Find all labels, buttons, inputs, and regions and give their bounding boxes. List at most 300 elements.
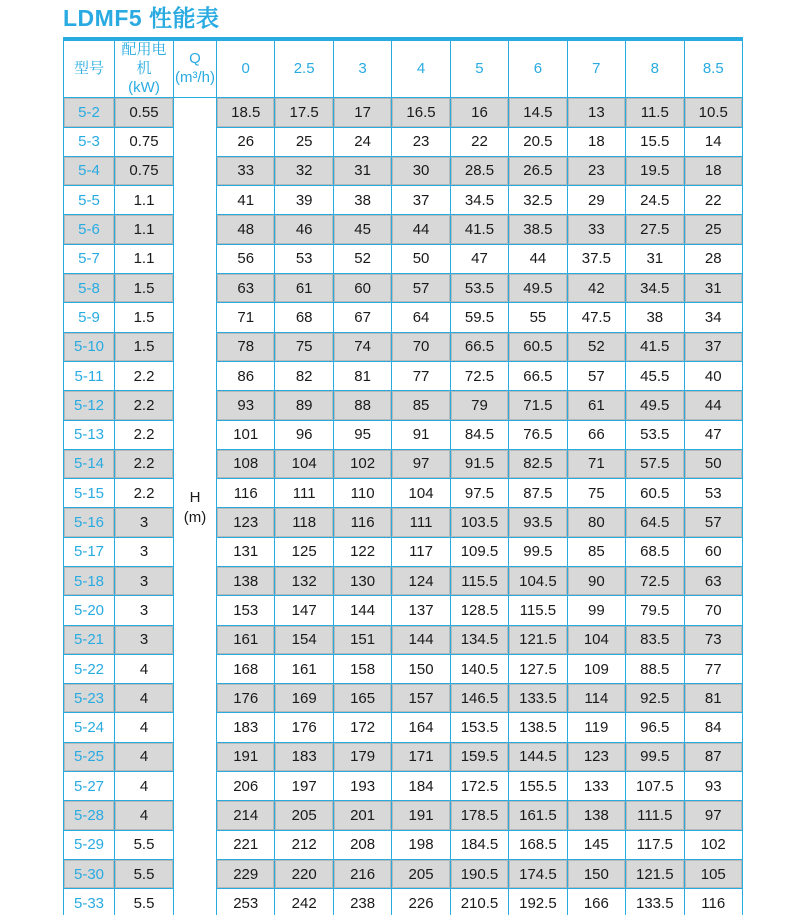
head-value-cell: 17 [333, 98, 391, 127]
motor-kw-cell: 4 [115, 801, 174, 830]
head-value-cell: 64.5 [626, 508, 684, 537]
head-value-cell: 45.5 [626, 361, 684, 390]
head-value-cell: 34.5 [450, 186, 508, 215]
head-value-cell: 238 [333, 889, 391, 915]
head-value-cell: 176 [275, 713, 333, 742]
head-value-cell: 37 [684, 332, 743, 361]
head-value-cell: 74 [333, 332, 391, 361]
head-value-cell: 53.5 [626, 420, 684, 449]
head-value-cell: 138 [567, 801, 625, 830]
col-header-flow-unit [174, 39, 217, 98]
motor-kw-cell: 3 [115, 596, 174, 625]
head-value-cell: 104.5 [509, 567, 567, 596]
col-header-flow-4: 5 [450, 39, 508, 98]
motor-kw-cell: 2.2 [115, 479, 174, 508]
head-value-cell: 63 [217, 274, 275, 303]
table-row [64, 332, 743, 361]
model-cell: 5-2 [64, 98, 115, 127]
col-header-model: 型号 [64, 39, 115, 98]
model-cell: 5-25 [64, 742, 115, 771]
head-value-cell: 87.5 [509, 479, 567, 508]
model-cell: 5-13 [64, 420, 115, 449]
head-value-cell: 57.5 [626, 449, 684, 478]
page-title: LDMF5 性能表 [63, 5, 220, 31]
head-value-cell: 16.5 [392, 98, 450, 127]
head-value-cell: 24 [333, 127, 391, 156]
table-row [64, 508, 743, 537]
table-row [64, 801, 743, 830]
head-value-cell: 15.5 [626, 127, 684, 156]
table-row [64, 537, 743, 566]
table-row [64, 830, 743, 859]
head-value-cell: 33 [217, 156, 275, 185]
table-row [64, 596, 743, 625]
motor-kw-cell: 0.75 [115, 156, 174, 185]
table-row [64, 625, 743, 654]
head-value-cell: 10.5 [684, 98, 743, 127]
head-value-cell: 138 [217, 567, 275, 596]
head-value-cell: 57 [684, 508, 743, 537]
head-value-cell: 82.5 [509, 449, 567, 478]
head-value-cell: 53 [684, 479, 743, 508]
head-value-cell: 57 [567, 361, 625, 390]
head-value-cell: 26.5 [509, 156, 567, 185]
head-value-cell: 34.5 [626, 274, 684, 303]
head-value-cell: 41.5 [450, 215, 508, 244]
head-value-cell: 161 [275, 654, 333, 683]
model-cell: 5-24 [64, 713, 115, 742]
model-cell: 5-33 [64, 889, 115, 915]
model-cell: 5-16 [64, 508, 115, 537]
head-value-cell: 50 [684, 449, 743, 478]
head-value-cell: 71 [217, 303, 275, 332]
head-value-cell: 70 [392, 332, 450, 361]
head-value-cell: 133.5 [626, 889, 684, 915]
head-value-cell: 146.5 [450, 684, 508, 713]
head-value-cell: 102 [684, 830, 743, 859]
head-value-cell: 147 [275, 596, 333, 625]
motor-kw-cell: 4 [115, 684, 174, 713]
performance-table [63, 37, 743, 915]
table-row [64, 567, 743, 596]
head-value-cell: 138.5 [509, 713, 567, 742]
head-value-cell: 50 [392, 244, 450, 273]
motor-kw-cell: 1.5 [115, 332, 174, 361]
head-value-cell: 90 [567, 567, 625, 596]
model-cell: 5-28 [64, 801, 115, 830]
table-row [64, 391, 743, 420]
head-value-cell: 166 [567, 889, 625, 915]
table-row [64, 859, 743, 888]
motor-kw-cell: 0.75 [115, 127, 174, 156]
head-value-cell: 119 [567, 713, 625, 742]
head-value-cell: 197 [275, 772, 333, 801]
head-value-cell: 88.5 [626, 654, 684, 683]
head-value-cell: 105 [684, 859, 743, 888]
head-value-cell: 115.5 [450, 567, 508, 596]
col-header-flow-5: 6 [509, 39, 567, 98]
head-value-cell: 30 [392, 156, 450, 185]
head-value-cell: 161.5 [509, 801, 567, 830]
head-value-cell: 28 [684, 244, 743, 273]
head-value-cell: 155.5 [509, 772, 567, 801]
motor-kw-cell: 5.5 [115, 830, 174, 859]
head-value-cell: 70 [684, 596, 743, 625]
head-value-cell: 157 [392, 684, 450, 713]
head-value-cell: 39 [275, 186, 333, 215]
table-row [64, 244, 743, 273]
head-value-cell: 242 [275, 889, 333, 915]
table-row [64, 713, 743, 742]
model-cell: 5-3 [64, 127, 115, 156]
head-value-cell: 99.5 [509, 537, 567, 566]
head-value-cell: 140.5 [450, 654, 508, 683]
head-value-cell: 89 [275, 391, 333, 420]
table-row [64, 772, 743, 801]
head-value-cell: 47 [450, 244, 508, 273]
motor-kw-cell: 1.1 [115, 186, 174, 215]
head-value-cell: 72.5 [626, 567, 684, 596]
model-cell: 5-22 [64, 654, 115, 683]
head-value-cell: 121.5 [509, 625, 567, 654]
head-value-cell: 57 [392, 274, 450, 303]
col-header-flow-7: 8 [626, 39, 684, 98]
head-value-cell: 63 [684, 567, 743, 596]
head-value-cell: 99 [567, 596, 625, 625]
model-cell: 5-18 [64, 567, 115, 596]
head-value-cell: 110 [333, 479, 391, 508]
head-value-cell: 42 [567, 274, 625, 303]
head-value-cell: 13 [567, 98, 625, 127]
head-value-cell: 101 [217, 420, 275, 449]
head-value-cell: 111 [392, 508, 450, 537]
motor-kw-cell: 5.5 [115, 889, 174, 915]
head-value-cell: 85 [567, 537, 625, 566]
motor-kw-cell: 1.1 [115, 215, 174, 244]
head-value-cell: 172.5 [450, 772, 508, 801]
motor-kw-cell: 2.2 [115, 420, 174, 449]
head-value-cell: 161 [217, 625, 275, 654]
head-value-cell: 183 [275, 742, 333, 771]
head-value-cell: 87 [684, 742, 743, 771]
col-header-flow-8: 8.5 [684, 39, 743, 98]
head-value-cell: 118 [275, 508, 333, 537]
head-value-cell: 116 [217, 479, 275, 508]
head-value-cell: 81 [333, 361, 391, 390]
col-header-flow-1: 2.5 [275, 39, 333, 98]
head-value-cell: 41 [217, 186, 275, 215]
head-value-cell: 75 [567, 479, 625, 508]
model-cell: 5-9 [64, 303, 115, 332]
head-value-cell: 144 [333, 596, 391, 625]
head-value-cell: 111.5 [626, 801, 684, 830]
model-cell: 5-11 [64, 361, 115, 390]
head-value-cell: 19.5 [626, 156, 684, 185]
head-value-cell: 154 [275, 625, 333, 654]
head-value-cell: 104 [392, 479, 450, 508]
head-value-cell: 52 [333, 244, 391, 273]
head-value-cell: 68.5 [626, 537, 684, 566]
head-value-cell: 114 [567, 684, 625, 713]
table-row [64, 684, 743, 713]
head-value-cell: 128.5 [450, 596, 508, 625]
head-value-cell: 14 [684, 127, 743, 156]
head-value-cell: 67 [333, 303, 391, 332]
head-value-cell: 47.5 [567, 303, 625, 332]
head-value-cell: 191 [392, 801, 450, 830]
head-value-cell: 80 [567, 508, 625, 537]
head-value-cell: 96.5 [626, 713, 684, 742]
table-row [64, 479, 743, 508]
head-value-cell: 11.5 [626, 98, 684, 127]
head-value-cell: 31 [333, 156, 391, 185]
model-cell: 5-17 [64, 537, 115, 566]
table-row [64, 654, 743, 683]
head-value-cell: 71.5 [509, 391, 567, 420]
head-value-cell: 28.5 [450, 156, 508, 185]
head-value-cell: 205 [392, 859, 450, 888]
head-value-cell: 176 [217, 684, 275, 713]
head-value-cell: 91.5 [450, 449, 508, 478]
motor-kw-cell: 4 [115, 654, 174, 683]
head-value-cell: 55 [509, 303, 567, 332]
head-value-cell: 104 [275, 449, 333, 478]
head-value-cell: 77 [684, 654, 743, 683]
head-value-cell: 99.5 [626, 742, 684, 771]
head-value-cell: 168 [217, 654, 275, 683]
head-value-cell: 205 [275, 801, 333, 830]
model-cell: 5-8 [64, 274, 115, 303]
head-value-cell: 31 [626, 244, 684, 273]
head-value-cell: 221 [217, 830, 275, 859]
head-value-cell: 109.5 [450, 537, 508, 566]
head-value-cell: 93 [684, 772, 743, 801]
model-cell: 5-10 [64, 332, 115, 361]
head-value-cell: 123 [217, 508, 275, 537]
head-value-cell: 158 [333, 654, 391, 683]
head-value-cell: 41.5 [626, 332, 684, 361]
head-value-cell: 44 [509, 244, 567, 273]
head-value-cell: 32.5 [509, 186, 567, 215]
head-value-cell: 201 [333, 801, 391, 830]
head-value-cell: 109 [567, 654, 625, 683]
head-value-cell: 133.5 [509, 684, 567, 713]
head-value-cell: 145 [567, 830, 625, 859]
model-cell: 5-7 [64, 244, 115, 273]
head-value-cell: 111 [275, 479, 333, 508]
head-value-cell: 165 [333, 684, 391, 713]
motor-header-line1: 配用电机 [121, 41, 167, 77]
head-value-cell: 38.5 [509, 215, 567, 244]
motor-kw-cell: 3 [115, 537, 174, 566]
model-cell: 5-30 [64, 859, 115, 888]
head-value-cell: 97 [392, 449, 450, 478]
table-row [64, 449, 743, 478]
head-value-cell: 127.5 [509, 654, 567, 683]
head-value-cell: 56 [217, 244, 275, 273]
col-header-flow-3: 4 [392, 39, 450, 98]
head-value-cell: 49.5 [509, 274, 567, 303]
motor-kw-cell: 1.5 [115, 274, 174, 303]
head-value-cell: 83.5 [626, 625, 684, 654]
table-row [64, 98, 743, 127]
table-row [64, 742, 743, 771]
head-value-cell: 193 [333, 772, 391, 801]
head-value-cell: 134.5 [450, 625, 508, 654]
head-value-cell: 85 [392, 391, 450, 420]
head-value-cell: 44 [684, 391, 743, 420]
table-row [64, 215, 743, 244]
head-value-cell: 33 [567, 215, 625, 244]
flow-header-line1: Q [189, 50, 201, 68]
head-value-cell: 84.5 [450, 420, 508, 449]
head-value-cell: 107.5 [626, 772, 684, 801]
head-value-cell: 150 [392, 654, 450, 683]
head-value-cell: 81 [684, 684, 743, 713]
head-value-cell: 77 [392, 361, 450, 390]
head-value-cell: 212 [275, 830, 333, 859]
head-value-cell: 92.5 [626, 684, 684, 713]
head-value-cell: 153 [217, 596, 275, 625]
head-value-cell: 183 [217, 713, 275, 742]
head-value-cell: 226 [392, 889, 450, 915]
head-value-cell: 121.5 [626, 859, 684, 888]
head-unit-merged-cell [174, 98, 217, 915]
motor-kw-cell: 2.2 [115, 361, 174, 390]
head-value-cell: 18 [684, 156, 743, 185]
head-value-cell: 29 [567, 186, 625, 215]
head-value-cell: 144 [392, 625, 450, 654]
head-value-cell: 68 [275, 303, 333, 332]
head-value-cell: 26 [217, 127, 275, 156]
model-cell: 5-6 [64, 215, 115, 244]
table-row [64, 889, 743, 915]
head-value-cell: 137 [392, 596, 450, 625]
head-value-cell: 91 [392, 420, 450, 449]
head-value-cell: 116 [684, 889, 743, 915]
head-value-cell: 125 [275, 537, 333, 566]
motor-kw-cell: 2.2 [115, 449, 174, 478]
head-value-cell: 34 [684, 303, 743, 332]
motor-kw-cell: 5.5 [115, 859, 174, 888]
model-cell: 5-12 [64, 391, 115, 420]
head-value-cell: 151 [333, 625, 391, 654]
head-value-cell: 60.5 [509, 332, 567, 361]
head-value-cell: 38 [626, 303, 684, 332]
head-value-cell: 220 [275, 859, 333, 888]
table-body [64, 98, 743, 915]
model-cell: 5-23 [64, 684, 115, 713]
head-value-cell: 37.5 [567, 244, 625, 273]
head-value-cell: 102 [333, 449, 391, 478]
head-value-cell: 37 [392, 186, 450, 215]
head-value-cell: 53 [275, 244, 333, 273]
head-value-cell: 174.5 [509, 859, 567, 888]
head-value-cell: 93.5 [509, 508, 567, 537]
head-value-cell: 32 [275, 156, 333, 185]
head-value-cell: 16 [450, 98, 508, 127]
head-value-cell: 22 [450, 127, 508, 156]
head-value-cell: 61 [567, 391, 625, 420]
head-value-cell: 82 [275, 361, 333, 390]
head-value-cell: 96 [275, 420, 333, 449]
head-value-cell: 18.5 [217, 98, 275, 127]
head-value-cell: 84 [684, 713, 743, 742]
head-value-cell: 66.5 [509, 361, 567, 390]
head-value-cell: 131 [217, 537, 275, 566]
motor-kw-cell: 3 [115, 567, 174, 596]
head-value-cell: 97 [684, 801, 743, 830]
head-value-cell: 214 [217, 801, 275, 830]
head-value-cell: 172 [333, 713, 391, 742]
head-value-cell: 72.5 [450, 361, 508, 390]
head-value-cell: 20.5 [509, 127, 567, 156]
head-value-cell: 179 [333, 742, 391, 771]
head-value-cell: 144.5 [509, 742, 567, 771]
head-value-cell: 27.5 [626, 215, 684, 244]
head-value-cell: 52 [567, 332, 625, 361]
head-value-cell: 76.5 [509, 420, 567, 449]
head-value-cell: 38 [333, 186, 391, 215]
head-value-cell: 198 [392, 830, 450, 859]
head-value-cell: 31 [684, 274, 743, 303]
head-value-cell: 117 [392, 537, 450, 566]
head-value-cell: 53.5 [450, 274, 508, 303]
head-value-cell: 22 [684, 186, 743, 215]
motor-kw-cell: 1.5 [115, 303, 174, 332]
motor-kw-cell: 3 [115, 508, 174, 537]
model-cell: 5-5 [64, 186, 115, 215]
model-cell: 5-15 [64, 479, 115, 508]
motor-kw-cell: 4 [115, 713, 174, 742]
head-value-cell: 210.5 [450, 889, 508, 915]
head-value-cell: 184 [392, 772, 450, 801]
head-value-cell: 191 [217, 742, 275, 771]
head-value-cell: 150 [567, 859, 625, 888]
head-value-cell: 115.5 [509, 596, 567, 625]
col-header-flow-6: 7 [567, 39, 625, 98]
head-value-cell: 116 [333, 508, 391, 537]
head-value-cell: 206 [217, 772, 275, 801]
head-value-cell: 229 [217, 859, 275, 888]
flow-header-line2: (m³/h) [175, 69, 215, 87]
model-cell: 5-21 [64, 625, 115, 654]
head-value-cell: 168.5 [509, 830, 567, 859]
head-value-cell: 79 [450, 391, 508, 420]
head-value-cell: 23 [392, 127, 450, 156]
model-cell: 5-14 [64, 449, 115, 478]
head-value-cell: 169 [275, 684, 333, 713]
head-value-cell: 17.5 [275, 98, 333, 127]
table-row [64, 127, 743, 156]
header-row [64, 39, 743, 98]
model-cell: 5-4 [64, 156, 115, 185]
table-row [64, 186, 743, 215]
head-value-cell: 192.5 [509, 889, 567, 915]
head-value-cell: 93 [217, 391, 275, 420]
head-value-cell: 45 [333, 215, 391, 244]
head-value-cell: 123 [567, 742, 625, 771]
motor-header-line2: (kW) [128, 78, 160, 96]
motor-kw-cell: 4 [115, 742, 174, 771]
head-value-cell: 46 [275, 215, 333, 244]
table-row [64, 420, 743, 449]
col-header-flow-2: 3 [333, 39, 391, 98]
head-value-cell: 122 [333, 537, 391, 566]
head-value-cell: 104 [567, 625, 625, 654]
table-row [64, 156, 743, 185]
head-value-cell: 208 [333, 830, 391, 859]
